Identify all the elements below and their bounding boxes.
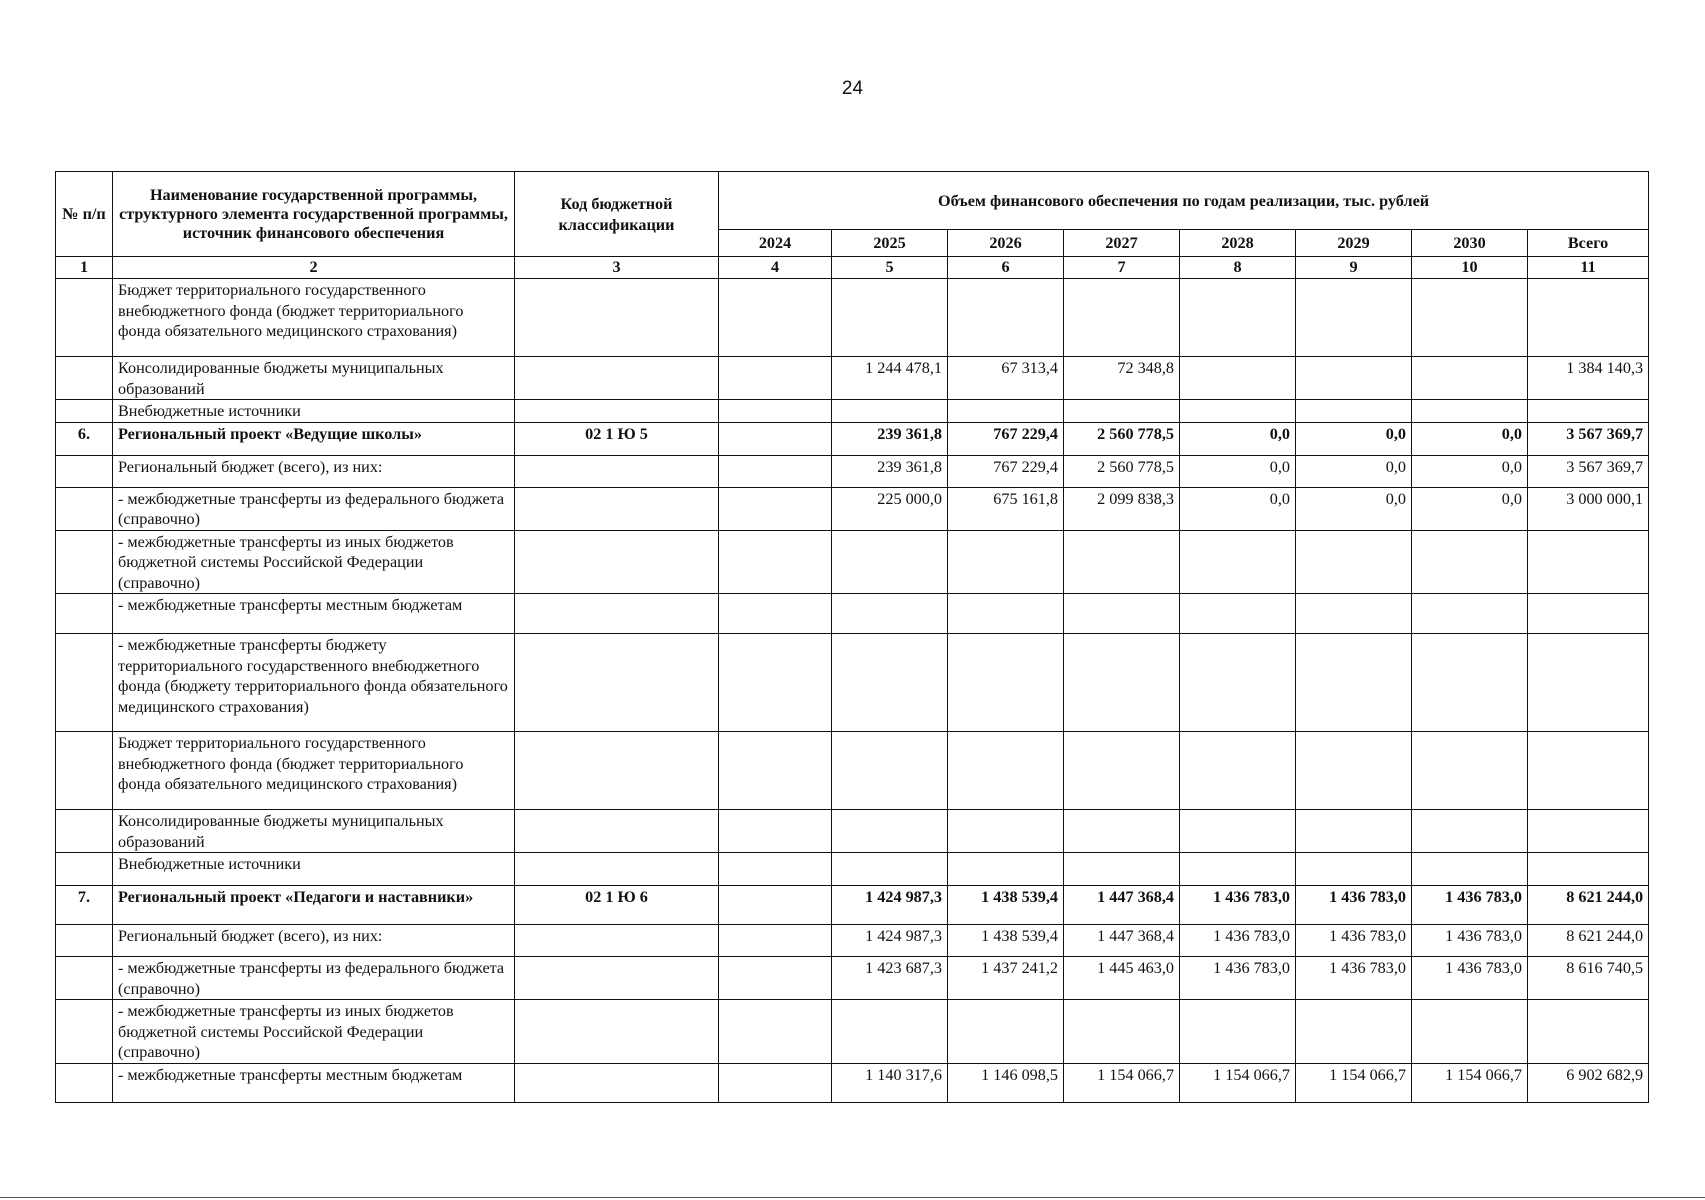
- cell-value-2024: [719, 1000, 832, 1064]
- cell-value-2028: [1180, 530, 1296, 594]
- cell-value-2026: 675 161,8: [948, 487, 1064, 530]
- cell-value-Всего: 6 902 682,9: [1528, 1063, 1649, 1102]
- cell-value-2028: 0,0: [1180, 422, 1296, 455]
- cell-value-2027: [1064, 279, 1180, 357]
- cell-value-Всего: 8 616 740,5: [1528, 957, 1649, 1000]
- cell-value-2029: 0,0: [1296, 455, 1412, 487]
- cell-value-2028: [1180, 1000, 1296, 1064]
- row-budget-code: [515, 732, 719, 810]
- cell-value-Всего: [1528, 530, 1649, 594]
- cell-value-2028: 1 154 066,7: [1180, 1063, 1296, 1102]
- cell-value-2027: [1064, 634, 1180, 732]
- row-budget-code: [515, 455, 719, 487]
- row-number: [56, 1000, 113, 1064]
- cell-value-2024: [719, 530, 832, 594]
- cell-value-2027: [1064, 732, 1180, 810]
- row-number: [56, 634, 113, 732]
- cell-value-2029: [1296, 634, 1412, 732]
- cell-value-2030: 0,0: [1412, 455, 1528, 487]
- header-year: 2028: [1180, 230, 1296, 257]
- cell-value-Всего: 3 567 369,7: [1528, 455, 1649, 487]
- header-year: 2025: [832, 230, 948, 257]
- row-name: Региональный бюджет (всего), из них:: [113, 925, 515, 957]
- row-budget-code: [515, 810, 719, 853]
- cell-value-2024: [719, 634, 832, 732]
- cell-value-2030: [1412, 594, 1528, 634]
- cell-value-Всего: 3 000 000,1: [1528, 487, 1649, 530]
- cell-value-2026: 767 229,4: [948, 422, 1064, 455]
- cell-value-2025: 239 361,8: [832, 455, 948, 487]
- table-row: [56, 1063, 1649, 1102]
- cell-value-Всего: [1528, 1000, 1649, 1064]
- row-name: - межбюджетные трансферты из иных бюджетов бюджетной системы Российской Федерации (справочно): [113, 530, 515, 594]
- cell-value-2025: [832, 732, 948, 810]
- cell-value-2026: 1 437 241,2: [948, 957, 1064, 1000]
- cell-value-2029: [1296, 853, 1412, 886]
- cell-value-2028: 1 436 783,0: [1180, 925, 1296, 957]
- cell-value-Всего: 8 621 244,0: [1528, 886, 1649, 925]
- cell-value-2024: [719, 422, 832, 455]
- column-number: 8: [1180, 257, 1296, 279]
- column-number: 10: [1412, 257, 1528, 279]
- row-number: [56, 487, 113, 530]
- cell-value-2025: 1 424 987,3: [832, 886, 948, 925]
- column-number: 7: [1064, 257, 1180, 279]
- column-number: 2: [113, 257, 515, 279]
- cell-value-2028: 1 436 783,0: [1180, 957, 1296, 1000]
- row-name: Региональный бюджет (всего), из них:: [113, 455, 515, 487]
- table-row: [56, 925, 1649, 957]
- table-row: [56, 594, 1649, 634]
- cell-value-2025: [832, 634, 948, 732]
- table-row: [56, 634, 1649, 732]
- row-budget-code: 02 1 Ю 5: [515, 422, 719, 455]
- cell-value-2024: [719, 886, 832, 925]
- cell-value-2024: [719, 810, 832, 853]
- row-name: Консолидированные бюджеты муниципальных образований: [113, 810, 515, 853]
- cell-value-2030: 1 154 066,7: [1412, 1063, 1528, 1102]
- cell-value-2025: 239 361,8: [832, 422, 948, 455]
- cell-value-2030: 1 436 783,0: [1412, 925, 1528, 957]
- cell-value-2028: [1180, 594, 1296, 634]
- header-year: 2026: [948, 230, 1064, 257]
- cell-value-2025: [832, 400, 948, 423]
- cell-value-2029: 0,0: [1296, 422, 1412, 455]
- cell-value-2027: 1 445 463,0: [1064, 957, 1180, 1000]
- table-row: [56, 455, 1649, 487]
- cell-value-Всего: [1528, 634, 1649, 732]
- cell-value-2025: [832, 594, 948, 634]
- header-name: Наименование государственной программы, структурного элемента государственной программы, источник финансового обеспечения: [113, 172, 515, 257]
- table-row: [56, 1000, 1649, 1064]
- cell-value-2028: [1180, 810, 1296, 853]
- cell-value-2027: 1 447 368,4: [1064, 925, 1180, 957]
- row-budget-code: [515, 594, 719, 634]
- cell-value-2026: 1 438 539,4: [948, 925, 1064, 957]
- row-budget-code: [515, 957, 719, 1000]
- cell-value-2028: [1180, 732, 1296, 810]
- cell-value-2026: 767 229,4: [948, 455, 1064, 487]
- cell-value-2030: 1 436 783,0: [1412, 886, 1528, 925]
- cell-value-2027: [1064, 530, 1180, 594]
- row-budget-code: [515, 634, 719, 732]
- cell-value-2030: 0,0: [1412, 487, 1528, 530]
- cell-value-2030: [1412, 530, 1528, 594]
- cell-value-2027: 2 099 838,3: [1064, 487, 1180, 530]
- cell-value-2025: 1 244 478,1: [832, 357, 948, 400]
- cell-value-2029: [1296, 810, 1412, 853]
- cell-value-2027: [1064, 1000, 1180, 1064]
- row-number: 7.: [56, 886, 113, 925]
- row-budget-code: 02 1 Ю 6: [515, 886, 719, 925]
- row-name: Региональный проект «Ведущие школы»: [113, 422, 515, 455]
- cell-value-2026: 1 438 539,4: [948, 886, 1064, 925]
- row-budget-code: [515, 530, 719, 594]
- cell-value-2028: 0,0: [1180, 455, 1296, 487]
- cell-value-2029: 1 154 066,7: [1296, 1063, 1412, 1102]
- cell-value-2030: [1412, 279, 1528, 357]
- table-header: [56, 172, 1649, 257]
- cell-value-2027: 72 348,8: [1064, 357, 1180, 400]
- cell-value-2024: [719, 400, 832, 423]
- cell-value-2030: [1412, 732, 1528, 810]
- row-number: [56, 732, 113, 810]
- cell-value-2025: 225 000,0: [832, 487, 948, 530]
- cell-value-2030: [1412, 400, 1528, 423]
- cell-value-Всего: 8 621 244,0: [1528, 925, 1649, 957]
- cell-value-2028: 1 436 783,0: [1180, 886, 1296, 925]
- cell-value-2024: [719, 455, 832, 487]
- page-number: 24: [841, 78, 864, 99]
- cell-value-2029: [1296, 530, 1412, 594]
- row-budget-code: [515, 1000, 719, 1064]
- cell-value-2026: [948, 279, 1064, 357]
- cell-value-Всего: [1528, 279, 1649, 357]
- cell-value-2026: [948, 1000, 1064, 1064]
- row-number: [56, 925, 113, 957]
- row-number: [56, 1063, 113, 1102]
- header-year: 2027: [1064, 230, 1180, 257]
- cell-value-2025: 1 424 987,3: [832, 925, 948, 957]
- row-name: Консолидированные бюджеты муниципальных образований: [113, 357, 515, 400]
- cell-value-2028: [1180, 357, 1296, 400]
- column-number-row: [56, 257, 1649, 279]
- row-name: Внебюджетные источники: [113, 853, 515, 886]
- header-volume: Объем финансового обеспечения по годам реализации, тыс. рублей: [719, 172, 1649, 230]
- cell-value-2026: [948, 810, 1064, 853]
- column-number: 1: [56, 257, 113, 279]
- cell-value-2024: [719, 1063, 832, 1102]
- cell-value-2026: [948, 853, 1064, 886]
- table-row: [56, 853, 1649, 886]
- cell-value-2030: [1412, 634, 1528, 732]
- table-row: [56, 732, 1649, 810]
- cell-value-2025: 1 140 317,6: [832, 1063, 948, 1102]
- column-number: 11: [1528, 257, 1649, 279]
- cell-value-Всего: [1528, 810, 1649, 853]
- header-year: 2030: [1412, 230, 1528, 257]
- cell-value-2026: [948, 732, 1064, 810]
- cell-value-2026: [948, 634, 1064, 732]
- row-number: [56, 957, 113, 1000]
- row-name: Бюджет территориального государственного внебюджетного фонда (бюджет территориального фонда обязательного медицинского страхования): [113, 732, 515, 810]
- cell-value-2030: [1412, 810, 1528, 853]
- cell-value-2025: [832, 279, 948, 357]
- row-name: - межбюджетные трансферты из федерального бюджета (справочно): [113, 957, 515, 1000]
- cell-value-2027: [1064, 400, 1180, 423]
- cell-value-2028: [1180, 853, 1296, 886]
- cell-value-2024: [719, 925, 832, 957]
- row-number: [56, 594, 113, 634]
- cell-value-2029: [1296, 594, 1412, 634]
- table-row: [56, 400, 1649, 423]
- row-budget-code: [515, 853, 719, 886]
- table-body: [56, 257, 1649, 1103]
- cell-value-2025: [832, 530, 948, 594]
- row-number: 6.: [56, 422, 113, 455]
- cell-value-2026: 1 146 098,5: [948, 1063, 1064, 1102]
- cell-value-2024: [719, 594, 832, 634]
- cell-value-2024: [719, 732, 832, 810]
- cell-value-2029: [1296, 400, 1412, 423]
- row-name: - межбюджетные трансферты из иных бюджетов бюджетной системы Российской Федерации (справочно): [113, 1000, 515, 1064]
- cell-value-2028: 0,0: [1180, 487, 1296, 530]
- row-number: [56, 400, 113, 423]
- row-budget-code: [515, 487, 719, 530]
- cell-value-2030: [1412, 357, 1528, 400]
- row-budget-code: [515, 279, 719, 357]
- row-name: Бюджет территориального государственного внебюджетного фонда (бюджет территориального фонда обязательного медицинского страхования): [113, 279, 515, 357]
- cell-value-2030: 0,0: [1412, 422, 1528, 455]
- cell-value-Всего: [1528, 594, 1649, 634]
- table-row: [56, 357, 1649, 400]
- row-budget-code: [515, 400, 719, 423]
- cell-value-2027: 2 560 778,5: [1064, 455, 1180, 487]
- row-name: Внебюджетные источники: [113, 400, 515, 423]
- column-number: 5: [832, 257, 948, 279]
- cell-value-2027: 1 447 368,4: [1064, 886, 1180, 925]
- cell-value-2025: [832, 810, 948, 853]
- table-row: [56, 957, 1649, 1000]
- table-row: [56, 487, 1649, 530]
- cell-value-2029: [1296, 1000, 1412, 1064]
- cell-value-2029: [1296, 732, 1412, 810]
- cell-value-2027: [1064, 594, 1180, 634]
- cell-value-2024: [719, 957, 832, 1000]
- cell-value-Всего: [1528, 732, 1649, 810]
- cell-value-2030: 1 436 783,0: [1412, 957, 1528, 1000]
- cell-value-2029: [1296, 279, 1412, 357]
- cell-value-2024: [719, 487, 832, 530]
- cell-value-Всего: 1 384 140,3: [1528, 357, 1649, 400]
- cell-value-2030: [1412, 853, 1528, 886]
- row-name: - межбюджетные трансферты местным бюджетам: [113, 594, 515, 634]
- row-name: Региональный проект «Педагоги и наставники»: [113, 886, 515, 925]
- row-number: [56, 853, 113, 886]
- row-number: [56, 357, 113, 400]
- table-row: [56, 810, 1649, 853]
- column-number: 9: [1296, 257, 1412, 279]
- cell-value-2028: [1180, 634, 1296, 732]
- cell-value-Всего: 3 567 369,7: [1528, 422, 1649, 455]
- cell-value-2029: 1 436 783,0: [1296, 957, 1412, 1000]
- column-number: 3: [515, 257, 719, 279]
- cell-value-2027: [1064, 853, 1180, 886]
- cell-value-2025: 1 423 687,3: [832, 957, 948, 1000]
- cell-value-Всего: [1528, 853, 1649, 886]
- cell-value-2026: [948, 594, 1064, 634]
- table-row: [56, 422, 1649, 455]
- header-code: Код бюджетной классификации: [515, 172, 719, 257]
- cell-value-2025: [832, 1000, 948, 1064]
- row-number: [56, 279, 113, 357]
- cell-value-2026: [948, 400, 1064, 423]
- row-budget-code: [515, 1063, 719, 1102]
- row-name: - межбюджетные трансферты местным бюджетам: [113, 1063, 515, 1102]
- row-budget-code: [515, 357, 719, 400]
- cell-value-2028: [1180, 279, 1296, 357]
- cell-value-2026: [948, 530, 1064, 594]
- cell-value-2030: [1412, 1000, 1528, 1064]
- cell-value-2024: [719, 279, 832, 357]
- header-year: 2029: [1296, 230, 1412, 257]
- cell-value-2026: 67 313,4: [948, 357, 1064, 400]
- cell-value-2027: [1064, 810, 1180, 853]
- row-name: - межбюджетные трансферты бюджету территориального государственного внебюджетного фонда (бюджету территориального фонда обязательного медицинского страхования): [113, 634, 515, 732]
- table-row: [56, 279, 1649, 357]
- row-number: [56, 530, 113, 594]
- table-row: [56, 886, 1649, 925]
- cell-value-2024: [719, 357, 832, 400]
- cell-value-2024: [719, 853, 832, 886]
- cell-value-2029: 1 436 783,0: [1296, 925, 1412, 957]
- header-year: Всего: [1528, 230, 1649, 257]
- cell-value-2029: 0,0: [1296, 487, 1412, 530]
- row-name: - межбюджетные трансферты из федерального бюджета (справочно): [113, 487, 515, 530]
- header-year: 2024: [719, 230, 832, 257]
- cell-value-2027: 2 560 778,5: [1064, 422, 1180, 455]
- column-number: 4: [719, 257, 832, 279]
- page-bottom-edge: [0, 1197, 1705, 1198]
- row-number: [56, 810, 113, 853]
- cell-value-Всего: [1528, 400, 1649, 423]
- row-number: [56, 455, 113, 487]
- cell-value-2025: [832, 853, 948, 886]
- row-budget-code: [515, 925, 719, 957]
- column-number: 6: [948, 257, 1064, 279]
- cell-value-2029: 1 436 783,0: [1296, 886, 1412, 925]
- cell-value-2027: 1 154 066,7: [1064, 1063, 1180, 1102]
- budget-table: [55, 171, 1649, 1103]
- header-num: № п/п: [56, 172, 113, 257]
- table-row: [56, 530, 1649, 594]
- cell-value-2029: [1296, 357, 1412, 400]
- cell-value-2028: [1180, 400, 1296, 423]
